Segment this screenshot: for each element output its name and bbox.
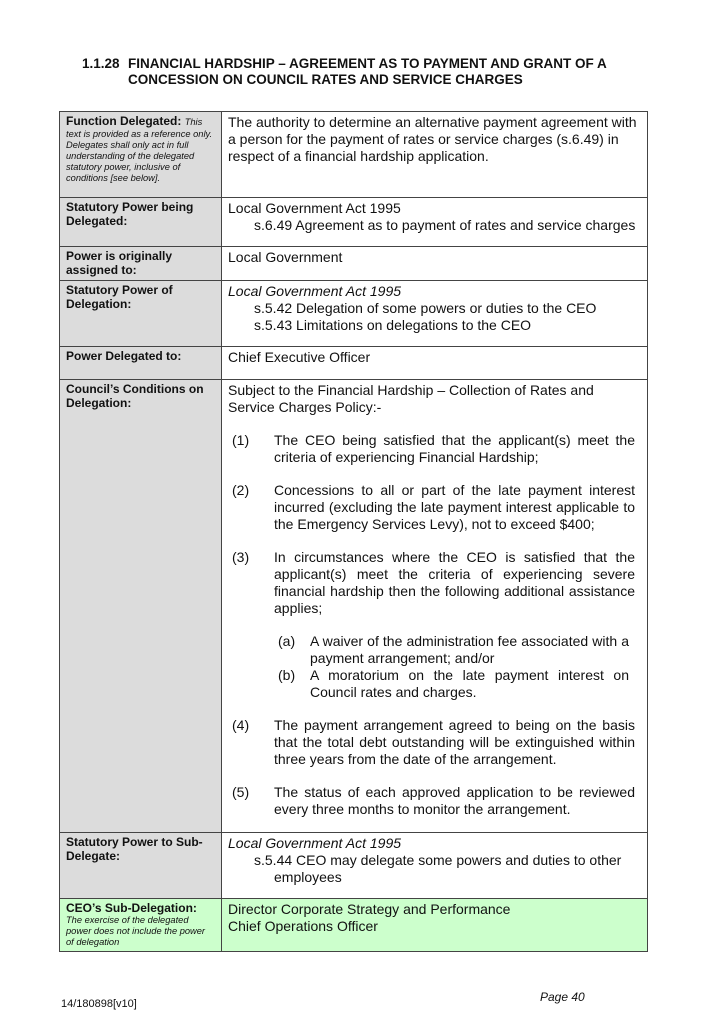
condition-item — [228, 432, 641, 466]
row-conditions — [60, 380, 648, 833]
delegated-to-value: Chief Executive Officer — [222, 347, 648, 380]
assigned-label: Power is originally assigned to: — [60, 247, 222, 281]
heading-line-2: CONCESSION ON COUNCIL RATES AND SERVICE CHARGES — [128, 72, 523, 87]
page-number: Page 40 — [540, 990, 585, 1004]
row-power-of-delegation — [60, 281, 648, 347]
document-reference: 14/180898[v10] — [61, 998, 137, 1010]
condition-text: In circumstances where the CEO is satisfied that the applicant(s) meet the criteria of experiencing severe financial hardship then the following additional assistance applies; — [274, 549, 635, 616]
sub-condition-item — [274, 667, 635, 701]
section-number: 1.1.28 — [82, 56, 120, 71]
function-label: Function Delegated: — [66, 114, 182, 128]
delegation-table — [59, 111, 648, 952]
condition-item — [228, 482, 641, 533]
heading-line-1: FINANCIAL HARDSHIP – AGREEMENT AS TO PAYMENT AND GRANT OF A — [128, 56, 607, 71]
power-of-delegation-act: Local Government Act 1995 — [228, 283, 402, 299]
sub-condition-item — [274, 633, 635, 667]
function-label-inline-note: This — [184, 117, 203, 127]
row-statutory-power — [60, 198, 648, 247]
statutory-power-value — [222, 198, 648, 247]
row-ceo-sub-delegation — [60, 899, 648, 952]
label-cell — [60, 112, 222, 198]
condition-number: (3) — [232, 549, 250, 565]
sub-delegate-act: Local Government Act 1995 — [228, 835, 402, 851]
condition-number: (4) — [232, 717, 250, 733]
conditions-value — [222, 380, 648, 833]
statutory-power-act: Local Government Act 1995 — [228, 200, 401, 216]
condition-text: The payment arrangement agreed to being on the basis that the total debt outstanding will be extinguished within three years from the date of the arrangement. — [274, 717, 635, 767]
statutory-power-section: s.6.49 Agreement as to payment of rates and service charges — [254, 217, 636, 233]
section-heading — [82, 56, 672, 88]
condition-number: (1) — [232, 432, 250, 448]
function-label-note: text is provided as a reference only. Delegates shall only act in full understanding of the delegated statutory power, inclusive of conditions [see below]. — [66, 129, 213, 183]
sub-delegate-section: s.5.44 CEO may delegate some powers and duties to other employees — [254, 852, 622, 885]
row-function-delegated — [60, 112, 648, 198]
sub-delegate-value — [222, 833, 648, 899]
sub-condition-number: (a) — [278, 633, 296, 649]
condition-item — [228, 717, 641, 768]
power-of-delegation-s1: s.5.42 Delegation of some powers or duties to the CEO — [254, 300, 597, 316]
condition-item — [228, 784, 641, 818]
sub-condition-list — [274, 633, 635, 701]
power-of-delegation-label: Statutory Power of Delegation: — [60, 281, 222, 347]
conditions-intro: Subject to the Financial Hardship – Collection of Rates and Service Charges Policy:- — [228, 382, 594, 415]
power-of-delegation-s2: s.5.43 Limitations on delegations to the CEO — [254, 317, 532, 333]
assigned-value: Local Government — [222, 247, 648, 281]
delegated-to-label: Power Delegated to: — [60, 347, 222, 380]
condition-text: Concessions to all or part of the late payment interest incurred (excluding the late payment interest applicable to the Emergency Services Levy), not to exceed $400; — [274, 482, 635, 532]
statutory-power-label: Statutory Power being Delegated: — [60, 198, 222, 247]
row-delegated-to — [60, 347, 648, 380]
condition-text: The status of each approved application to be reviewed every three months to monitor the arrangement. — [274, 784, 635, 817]
condition-body — [274, 549, 641, 701]
function-value: The authority to determine an alternative payment agreement with a person for the payment of rates or service charges (s.6.49) in respect of a financial hardship application. — [222, 112, 648, 198]
ceo-sub-line-2: Chief Operations Officer — [228, 918, 378, 934]
conditions-label: Council’s Conditions on Delegation: — [60, 380, 222, 833]
ceo-sub-label-cell — [60, 899, 222, 952]
ceo-sub-value — [222, 899, 648, 952]
ceo-sub-line-1: Director Corporate Strategy and Performance — [228, 901, 511, 917]
sub-delegate-label: Statutory Power to Sub-Delegate: — [60, 833, 222, 899]
power-of-delegation-value — [222, 281, 648, 347]
sub-condition-number: (b) — [278, 667, 296, 683]
ceo-sub-note: The exercise of the delegated power does not include the power of delegation — [66, 915, 206, 947]
condition-number: (2) — [232, 482, 250, 498]
condition-item — [228, 549, 641, 701]
row-assigned — [60, 247, 648, 281]
condition-text: The CEO being satisfied that the applicant(s) meet the criteria of experiencing Financial Hardship; — [274, 432, 635, 465]
sub-condition-text: A moratorium on the late payment interest on Council rates and charges. — [310, 667, 629, 700]
condition-number: (5) — [232, 784, 250, 800]
row-sub-delegate — [60, 833, 648, 899]
sub-condition-text: A waiver of the administration fee associated with a payment arrangement; and/or — [310, 633, 629, 666]
ceo-sub-label: CEO’s Sub-Delegation: — [66, 901, 197, 915]
